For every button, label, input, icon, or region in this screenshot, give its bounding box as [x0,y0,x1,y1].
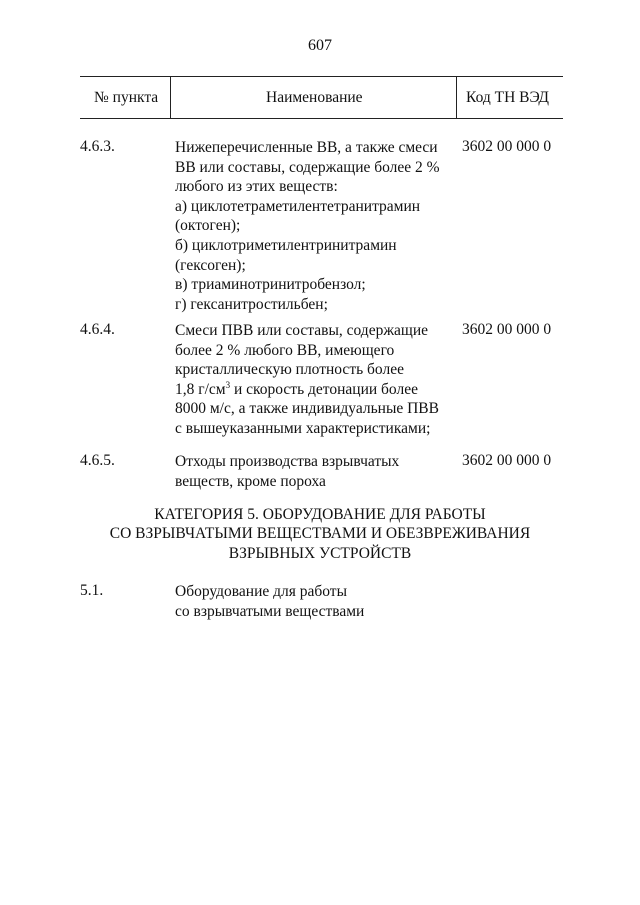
row-name-line: с вышеуказанными характеристиками; [175,419,431,437]
category-heading [0,505,640,563]
header-divider-2 [456,76,457,118]
row-name-line: Смеси ПВВ или составы, содержащие [175,322,429,339]
row-name-line: кристаллическую плотность более [175,361,404,379]
header-code: Код ТН ВЭД [466,89,550,106]
row-name-line: (октоген); [175,217,241,235]
header-name: Наименование [266,89,363,106]
row-name-line: ВВ или составы, содержащие более 2 % [175,158,440,176]
row-name [175,452,460,491]
header-divider-1 [170,76,171,118]
row-number: 4.6.4. [80,321,115,338]
header-number: № пункта [94,89,159,106]
table-top-rule [80,76,563,77]
row-name-line: Отходы производства взрывчатых [175,453,400,470]
page-number: 607 [308,37,332,54]
density-suffix: и скорость детонации более [230,380,418,398]
row-code: 3602 00 000 0 [462,138,552,155]
row-name-line: г) гексанитростильбен; [175,295,328,313]
row-code: 3602 00 000 0 [462,452,552,469]
section-number: 5.1. [80,582,104,599]
table-header-rule [80,118,563,119]
row-number: 4.6.5. [80,452,115,469]
row-name-line: Нижеперечисленные ВВ, а также смеси [175,139,438,156]
section-name-line: Оборудование для работы [175,583,347,600]
section-name-line: со взрывчатыми веществами [175,602,365,620]
row-name-line: более 2 % любого ВВ, имеющего [175,341,395,359]
row-name-line: веществ, кроме пороха [175,472,326,490]
row-code: 3602 00 000 0 [462,321,552,338]
section-name [175,582,460,621]
category-heading-line: СО ВЗРЫВЧАТЫМИ ВЕЩЕСТВАМИ И ОБЕЗВРЕЖИВАНИЯ [109,525,531,543]
density-superscript: 3 [225,379,231,390]
row-name-line: в) триаминотринитробензол; [175,276,366,294]
category-heading-line: ВЗРЫВНЫХ УСТРОЙСТВ [228,544,412,562]
row-name-line: б) циклотриметилентринитрамин [175,236,397,254]
density-prefix: 1,8 г/см [175,380,226,398]
row-name-line-density [175,380,460,400]
category-heading-line: КАТЕГОРИЯ 5. ОБОРУДОВАНИЕ ДЛЯ РАБОТЫ [154,506,486,523]
row-name [175,321,460,439]
row-name-line: (гексоген); [175,256,246,274]
row-number: 4.6.3. [80,138,115,155]
row-name-line: а) циклотетраметилентетранитрамин [175,197,421,215]
row-name [175,138,460,314]
row-name-line: 8000 м/с, а также индивидуальные ПВВ [175,400,439,418]
row-name-line: любого из этих веществ: [175,178,338,196]
